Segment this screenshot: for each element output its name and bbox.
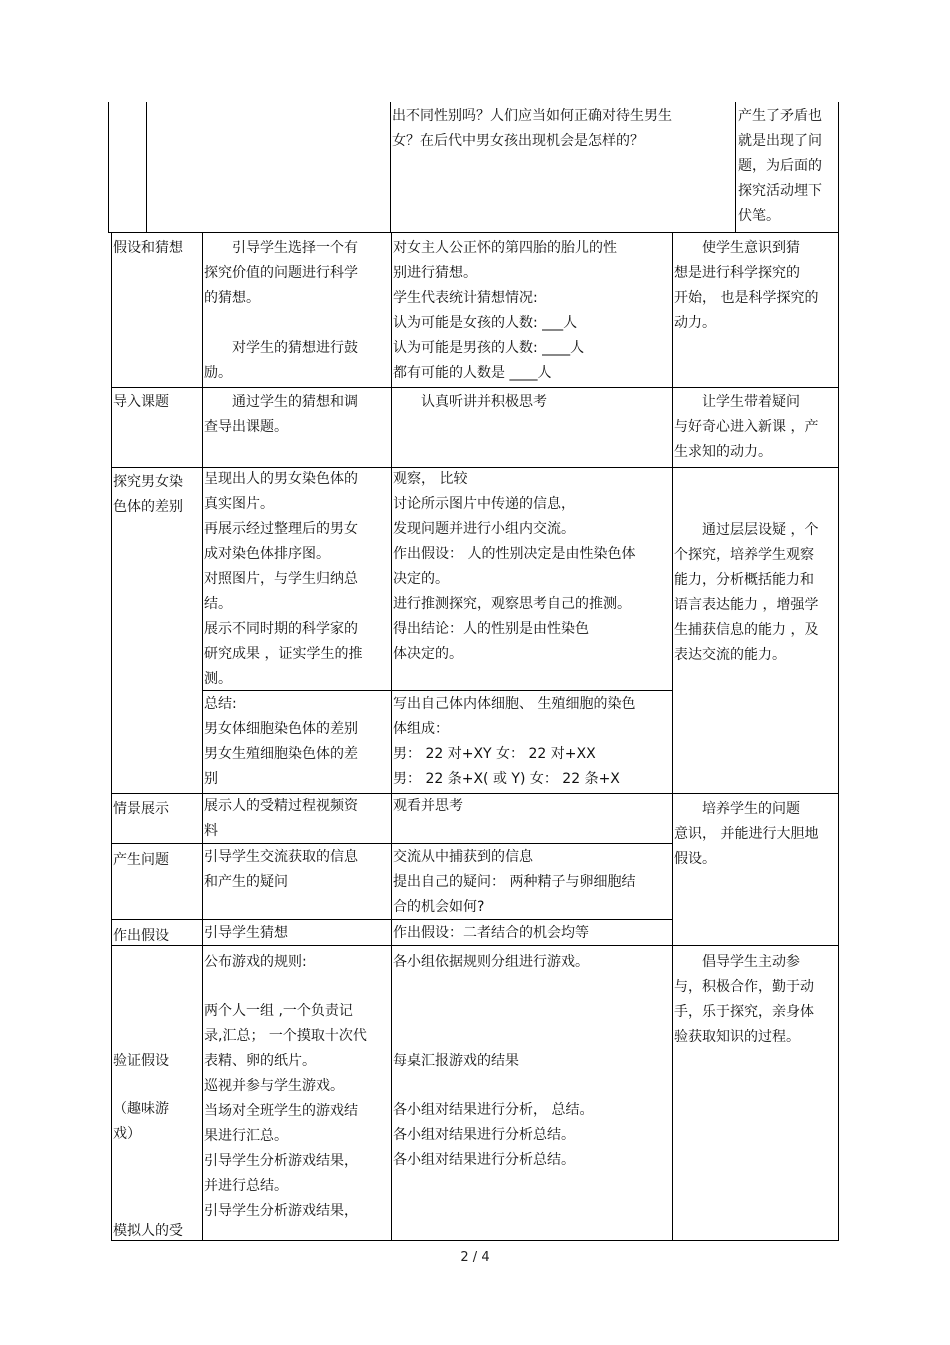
stage-verify-1: 验证假设 — [113, 1053, 169, 1069]
table-rule — [108, 232, 839, 233]
table-border-top-col0-left — [108, 102, 109, 232]
table-border-col3 — [391, 232, 392, 1240]
table-border-top-col1-left — [146, 102, 147, 232]
student-verify-3: 各小组对结果进行分析， 总结。 各小组对结果进行分析总结。 各小组对结果进行分析总结。 — [393, 1102, 594, 1168]
teacher-verify-1: 公布游戏的规则: — [204, 954, 307, 970]
student-hypothesis: 对女主人公正怀的第四胎的胎儿的性 别进行猜想。 学生代表统计猜想情况: 认为可能是女孩的人数: ___人 认为可能是男孩的人数: ____人 都有可能的人数是 ____人 — [393, 240, 617, 381]
stage-verify-3: 模拟人的受 — [113, 1223, 183, 1239]
table-rule — [111, 843, 672, 844]
table-border-right — [838, 232, 839, 1240]
student-question: 交流从中捕获到的信息 提出自己的疑问： 两种精子与卵细胞结 合的机会如何? — [393, 849, 636, 915]
intent-scene: 培养学生的问题 意识， 并能进行大胆地 假设。 — [674, 801, 819, 867]
top-row-intent-text: 产生了矛盾也 就是出现了问 题，为后面的 探究活动埋下 伏笔。 — [738, 108, 822, 224]
stage-explore: 探究男女染 色体的差别 — [113, 474, 183, 515]
table-border-top-col3-left — [390, 102, 391, 232]
stage-hypothesis: 假设和猜想 — [113, 240, 183, 256]
intent-explore: 通过层层设疑 ，个 个探究，培养学生观察 能力，分析概括能力和 语言表达能力 ，增强学 生捕获信息的能力 ，及 表达交流的能力。 — [674, 522, 819, 663]
teacher-intro: 通过学生的猜想和调 查导出课题。 — [204, 394, 358, 435]
table-border-col4 — [672, 232, 673, 1240]
top-row-student-text: 出不同性别吗？人们应当如何正确对待生男生 女？在后代中男女孩出现机会是怎样的？ — [392, 108, 672, 149]
teacher-hypothesis-1: 引导学生选择一个有 探究价值的问题进行科学 的猜想。 — [204, 240, 358, 306]
teacher-assume: 引导学生猜想 — [204, 925, 288, 941]
student-assume: 作出假设：二者结合的机会均等 — [393, 925, 589, 941]
table-border-left — [111, 232, 112, 1240]
table-border-top-right — [838, 102, 839, 232]
student-explore-a: 观察， 比较 讨论所示图片中传递的信息， 发现问题并进行小组内交流。 作出假设： 人的性别决定是由性染色体 决定的。 进行推测探究，观察思考自己的推测。 得出结论：人的性别是由性染色 体决定的。 — [393, 471, 636, 662]
intent-intro: 让学生带着疑问 与好奇心进入新课 ，产 生求知的动力。 — [674, 394, 819, 460]
table-border-col2 — [202, 232, 203, 1240]
teacher-explore-b: 总结: 男女体细胞染色体的差别 男女生殖细胞染色体的差 别 — [204, 696, 358, 787]
stage-question: 产生问题 — [113, 852, 169, 868]
teacher-verify-2: 两个人一组 ,一个负责记 录,汇总； 一个摸取十次代 表精、卵的纸片。 巡视并参与学生游戏。 当场对全班学生的游戏结 果进行汇总。 引导学生分析游戏结果， 并进行总结。 引导学生分析游戏结果， — [204, 1003, 367, 1219]
table-rule — [111, 387, 839, 388]
student-intro: 认真听讲并积极思考 — [421, 394, 547, 410]
page-number: 2 / 4 — [460, 1250, 490, 1265]
teacher-scene: 展示人的受精过程视频资 料 — [204, 798, 358, 839]
teacher-question: 引导学生交流获取的信息 和产生的疑问 — [204, 849, 358, 890]
teacher-hypothesis-2: 对学生的猜想进行鼓 励。 — [204, 340, 358, 381]
stage-scene: 情景展示 — [113, 801, 169, 817]
intent-verify: 倡导学生主动参 与，积极合作，勤于动 手，乐于探究，亲身体 验获取知识的过程。 — [674, 954, 814, 1045]
stage-assume: 作出假设 — [113, 928, 169, 944]
intent-hypothesis: 使学生意识到猜 想是进行科学探究的 开始， 也是科学探究的 动力。 — [674, 240, 819, 331]
table-border-top-col4-left — [735, 102, 736, 232]
student-verify-2: 每桌汇报游戏的结果 — [393, 1053, 519, 1069]
stage-verify-2: （趣味游 戏） — [113, 1101, 169, 1142]
teacher-explore-a: 呈现出人的男女染色体的 真实图片。 再展示经过整理后的男女 成对染色体排序图。 对照图片，与学生归纳总 结。 展示不同时期的科学家的 研究成果 ，证实学生的推 测。 — [204, 471, 363, 687]
student-verify-1: 各小组依据规则分组进行游戏。 — [393, 954, 589, 970]
student-explore-b: 写出自己体内体细胞、 生殖细胞的染色 体组成： 男： 22 对+XY 女： 22 对+XX 男： 22 条+X( 或 Y) 女： 22 条+X — [393, 696, 636, 787]
student-scene: 观看并思考 — [393, 798, 463, 814]
table-rule — [111, 1240, 839, 1241]
stage-intro: 导入课题 — [113, 394, 169, 410]
